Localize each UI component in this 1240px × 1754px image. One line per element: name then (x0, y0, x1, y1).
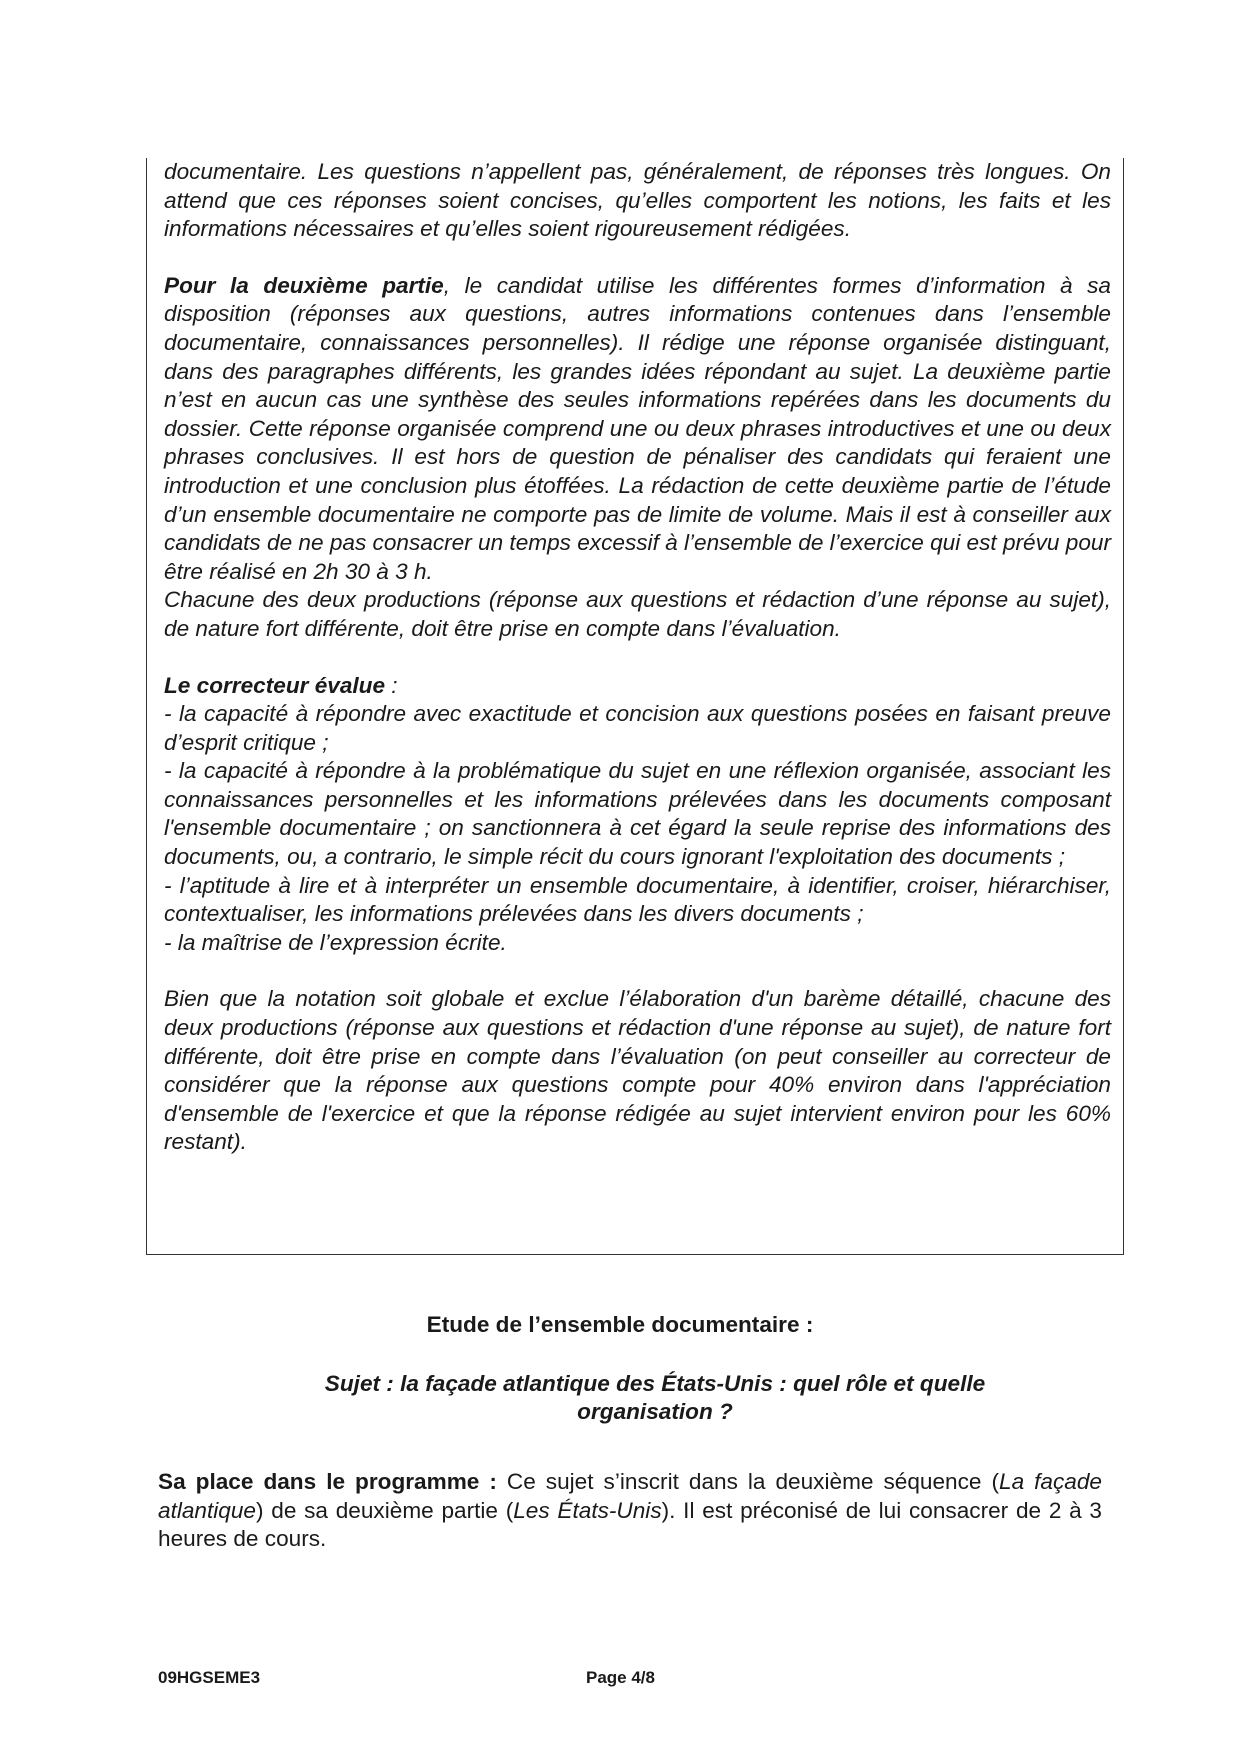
paragraph-second-part (164, 272, 1111, 587)
evaluation-item: - la capacité à répondre à la problématique du sujet en une réflexion organisée, associant les connaissances personnelles et les informations prélevées dans les documents composant l'ensemble documentaire ; on sanctionnera à cet égard la seule reprise des informations des documents, ou, a contrario, le simple récit du cours ignorant l'exploitation des documents ; (164, 758, 1111, 870)
second-part-lead: Pour la deuxième partie (164, 272, 444, 298)
paragraph-productions: Chacune des deux productions (réponse aux questions et rédaction d’une réponse au sujet), de nature fort différente, doit être prise en compte dans l’évaluation. (164, 587, 1111, 641)
footer-code: 09HGSEME3 (158, 1668, 261, 1687)
evaluation-item: - la maîtrise de l’expression écrite. (164, 929, 507, 955)
evaluation-item: - la capacité à répondre avec exactitude et concision aux questions posées en faisant preuve d’esprit critique ; (164, 701, 1111, 755)
footer-page-number: Page 4/8 (586, 1668, 655, 1687)
evaluation-heading (164, 672, 1111, 701)
subject-line-2: organisation ? (577, 1399, 733, 1424)
grading-instructions-box (146, 158, 1124, 1255)
program-sequence-title: La façade atlantique (158, 1469, 1102, 1523)
subject-line-1: Sujet : la façade atlantique des États-Unis : quel rôle et quelle (324, 1371, 986, 1396)
program-placement-lead: Sa place dans le programme : (158, 1469, 497, 1494)
program-text: ) de sa deuxième partie ( (256, 1497, 514, 1523)
evaluation-colon: : (385, 672, 398, 698)
evaluation-lead: Le correcteur évalue (164, 672, 386, 698)
paragraph-first-part: documentaire. Les questions n’appellent pas, généralement, de réponses très longues. On attend que ces réponses soient concises, qu’elles comportent les notions, les faits et les informations nécessaires et qu’elles soient rigoureusement rédigées. (164, 159, 1111, 242)
second-part-text: , le candidat utilise les différentes formes d’information à sa disposition (réponses aux questions, autres informations contenues dans l’ensemble documentaire, connaissances personnelles). Il rédige une réponse organisée distinguant, dans des paragraphes différents, les grandes idées répondant au sujet. La deuxième partie n’est en aucun cas une synthèse des seules informations repérées dans les documents du dossier. Cette réponse organisée comprend une ou deux phrases introductives et une ou deux phrases conclusives. Il est hors de question de pénaliser des candidats qui feraient une introduction et une conclusion plus étoffées. La rédaction de cette deuxième partie de l’étude d’un ensemble documentaire ne comporte pas de limite de volume. Mais il est à conseiller aux candidats de ne pas consacrer un temps excessif à l’ensemble de l’exercice qui est prévu pour être réalisé en 2h 30 à 3 h. (164, 272, 1111, 584)
program-part-title: Les États-Unis (513, 1497, 662, 1523)
program-placement-paragraph (158, 1468, 1102, 1554)
section-title: Etude de l’ensemble documentaire : (426, 1312, 814, 1337)
paragraph-notation: Bien que la notation soit globale et exclue l’élaboration d'un barème détaillé, chacune des deux productions (réponse aux questions et rédaction d'une réponse au sujet), de nature fort différente, doit être prise en compte dans l’évaluation (on peut conseiller au correcteur de considérer que la réponse aux questions compte pour 40% environ dans l'appréciation d'ensemble de l'exercice et que la réponse rédigée au sujet intervient environ pour les 60% restant). (164, 986, 1111, 1155)
evaluation-item: - l’aptitude à lire et à interpréter un ensemble documentaire, à identifier, croiser, hiérarchiser, contextualiser, les informations prélevées dans les divers documents ; (164, 872, 1111, 927)
program-text: Ce sujet s’inscrit dans la deuxième séquence ( (496, 1469, 999, 1494)
program-text: ). Il est préconisé de lui consacrer de 2 à 3 heures de cours. (158, 1497, 1102, 1552)
